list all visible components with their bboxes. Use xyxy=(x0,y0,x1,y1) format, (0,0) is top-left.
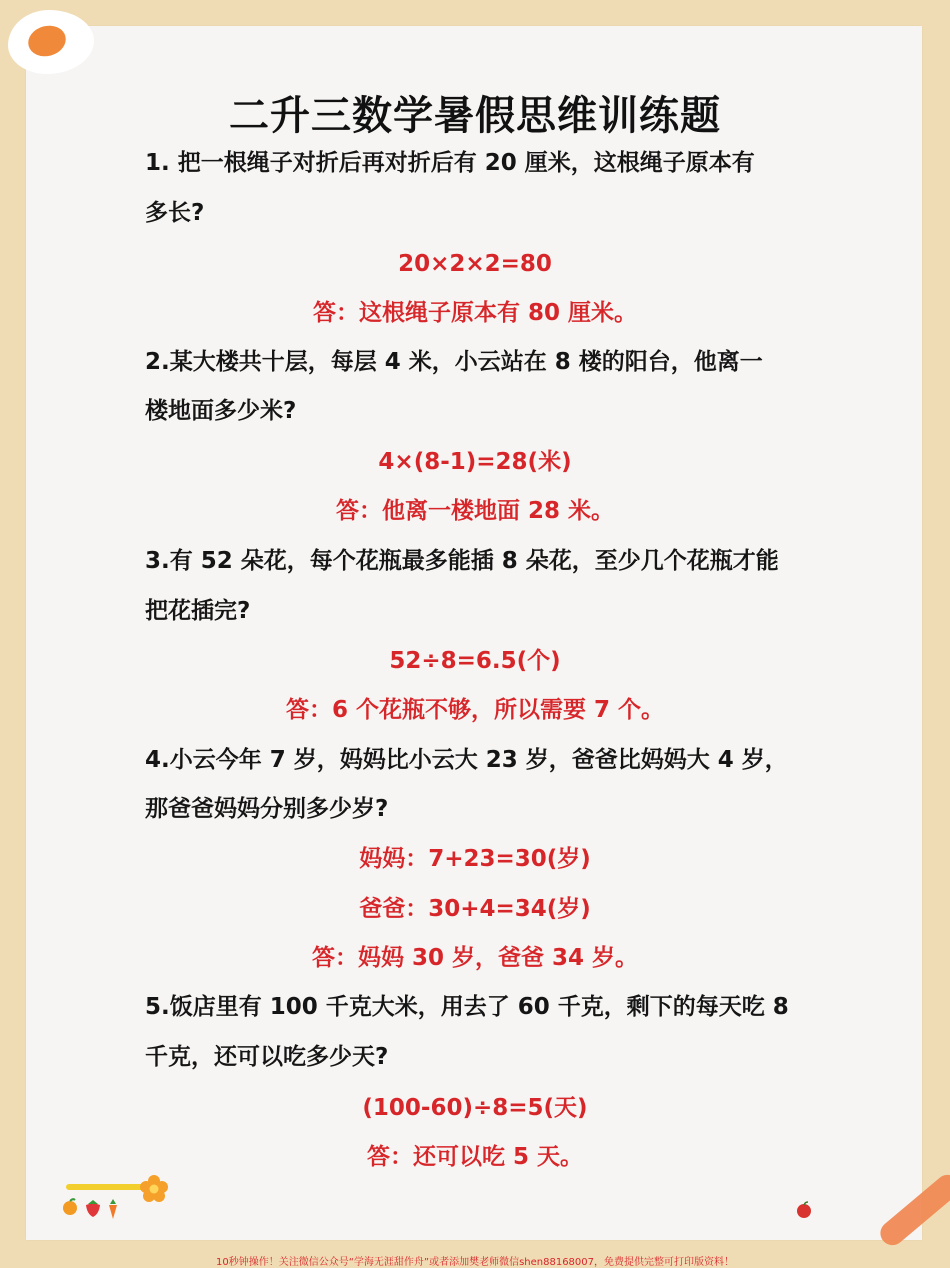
problem-1-line-1: 1. 把一根绳子对折后再对折后有 20 厘米，这根绳子原本有 xyxy=(145,150,755,176)
problem-2-line-2: 楼地面多少米? xyxy=(145,398,297,424)
problem-1-line-2: 多长? xyxy=(145,200,205,226)
problem-5-equation: (100-60)÷8=5(天) xyxy=(362,1095,588,1121)
problem-5-answer: 答：还可以吃 5 天。 xyxy=(366,1144,584,1170)
strawberry-icon xyxy=(84,1198,102,1218)
problem-4-line-2: 那爸爸妈妈分别多少岁? xyxy=(145,796,389,822)
problem-4-dad-equation: 爸爸：30+4=34(岁) xyxy=(359,896,591,922)
problem-4-answer: 答：妈妈 30 岁，爸爸 34 岁。 xyxy=(311,945,639,971)
problem-3-line-2: 把花插完? xyxy=(145,598,251,624)
problem-4-mom-equation: 妈妈：7+23=30(岁) xyxy=(359,846,591,872)
problem-1-answer: 答：这根绳子原本有 80 厘米。 xyxy=(312,300,638,326)
flower-icon xyxy=(140,1175,168,1203)
problem-3-equation: 52÷8=6.5(个) xyxy=(389,648,561,674)
problem-4-line-1: 4.小云今年 7 岁，妈妈比小云大 23 岁，爸爸比妈妈大 4 岁， xyxy=(145,747,788,773)
problem-3-answer: 答：6 个花瓶不够，所以需要 7 个。 xyxy=(285,697,665,723)
carrot-icon xyxy=(106,1198,120,1220)
problem-1-equation: 20×2×2=80 xyxy=(398,251,552,277)
apple-icon xyxy=(795,1201,813,1219)
problem-5-line-1: 5.饭店里有 100 千克大米，用去了 60 千克，剩下的每天吃 8 xyxy=(145,994,789,1020)
problem-5-line-2: 千克，还可以吃多少天? xyxy=(145,1044,389,1070)
page-title: 二升三数学暑假思维训练题 xyxy=(229,92,721,139)
footer-promo-text: 10秒钟操作！关注微信公众号“学海无涯甜作舟”或者添加樊老师微信shen88168007，免费提供完整可打印版资料！ xyxy=(215,1257,735,1268)
orange-icon xyxy=(61,1198,79,1216)
problem-2-equation: 4×(8-1)=28(米) xyxy=(378,449,572,475)
yellow-line-decoration xyxy=(66,1184,146,1190)
problem-3-line-1: 3.有 52 朵花，每个花瓶最多能插 8 朵花，至少几个花瓶才能 xyxy=(145,548,779,574)
problem-2-answer: 答：他离一楼地面 28 米。 xyxy=(335,498,615,524)
problem-2-line-1: 2.某大楼共十层，每层 4 米，小云站在 8 楼的阳台，他离一 xyxy=(145,349,763,375)
